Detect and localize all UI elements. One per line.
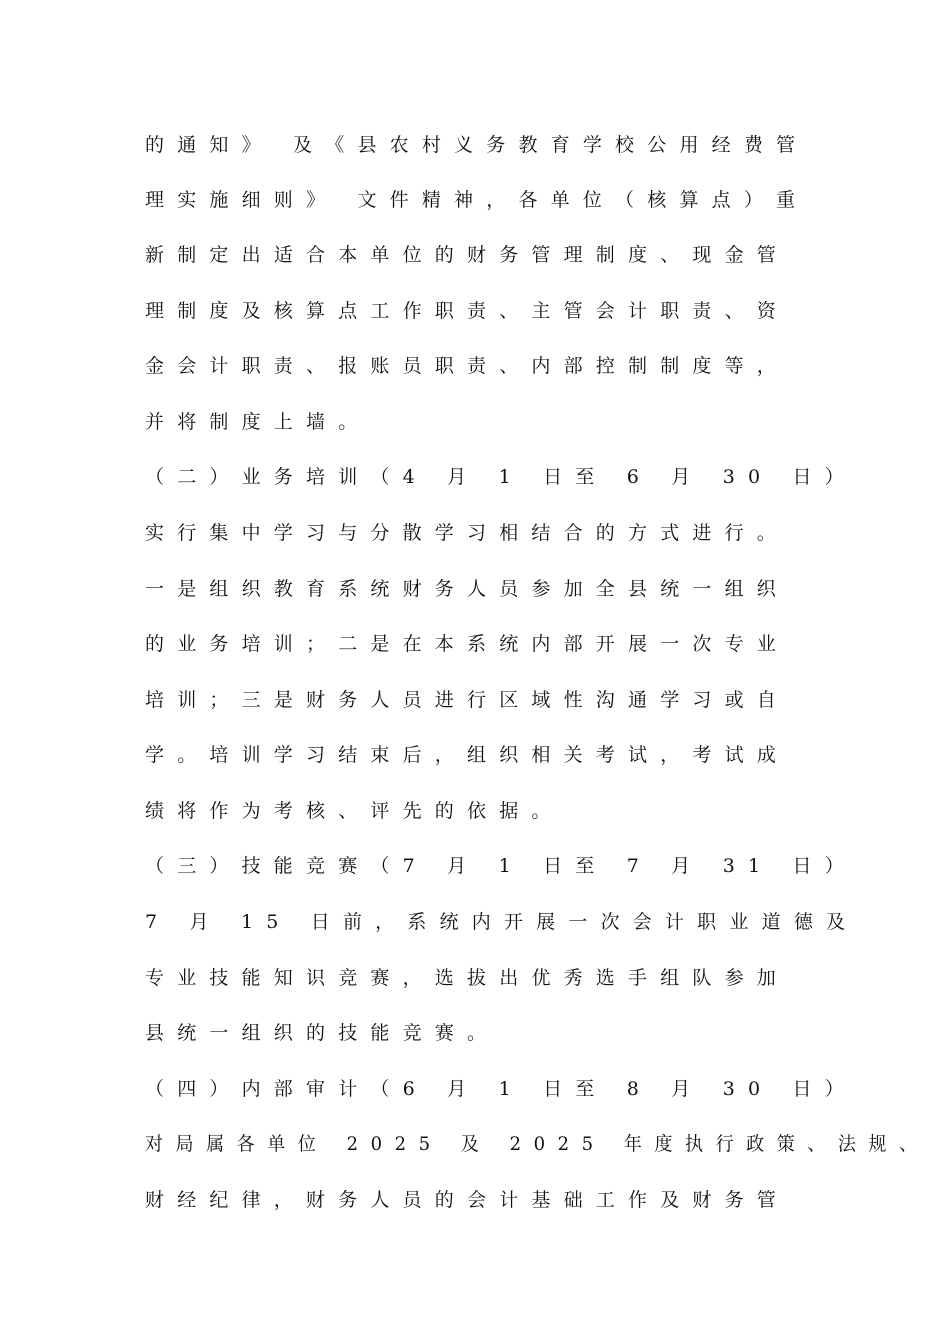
text-line-6: 并将制度上墙。 bbox=[145, 411, 371, 433]
section-heading-2: （二）业务培训（4 月 1 日至 6 月 30 日） bbox=[145, 466, 857, 488]
text-line-5: 金会计职责、报账员职责、内部控制制度等， bbox=[145, 355, 790, 377]
text-line-17: 县统一组织的技能竞赛。 bbox=[145, 1022, 500, 1044]
text-line-16: 专业技能知识竞赛，选拔出优秀选手组队参加 bbox=[145, 967, 790, 989]
section-heading-3: （三）技能竞赛（7 月 1 日至 7 月 31 日） bbox=[145, 855, 857, 877]
text-line-9: 一是组织教育系统财务人员参加全县统一组织 bbox=[145, 578, 790, 600]
text-line-2: 理实施细则》 文件精神，各单位（核算点）重 bbox=[145, 189, 809, 211]
text-line-11: 培训；三是财务人员进行区域性沟通学习或自 bbox=[145, 689, 790, 711]
text-line-15: 7 月 15 日前，系统内开展一次会计职业道德及 bbox=[145, 911, 859, 933]
section-heading-4: （四）内部审计（6 月 1 日至 8 月 30 日） bbox=[145, 1078, 857, 1100]
text-line-20: 财经纪律，财务人员的会计基础工作及财务管 bbox=[145, 1189, 790, 1211]
text-line-19: 对局属各单位 2025 及 2025 年度执行政策、法规、 bbox=[145, 1133, 930, 1155]
text-line-4: 理制度及核算点工作职责、主管会计职责、资 bbox=[145, 300, 790, 322]
text-line-10: 的业务培训；二是在本系统内部开展一次专业 bbox=[145, 633, 790, 655]
text-line-3: 新制定出适合本单位的财务管理制度、现金管 bbox=[145, 244, 790, 266]
text-line-8: 实行集中学习与分散学习相结合的方式进行。 bbox=[145, 522, 790, 544]
text-line-13: 绩将作为考核、评先的依据。 bbox=[145, 800, 564, 822]
text-line-12: 学。培训学习结束后，组织相关考试，考试成 bbox=[145, 744, 790, 766]
text-line-1: 的通知》 及《县农村义务教育学校公用经费管 bbox=[145, 134, 809, 156]
